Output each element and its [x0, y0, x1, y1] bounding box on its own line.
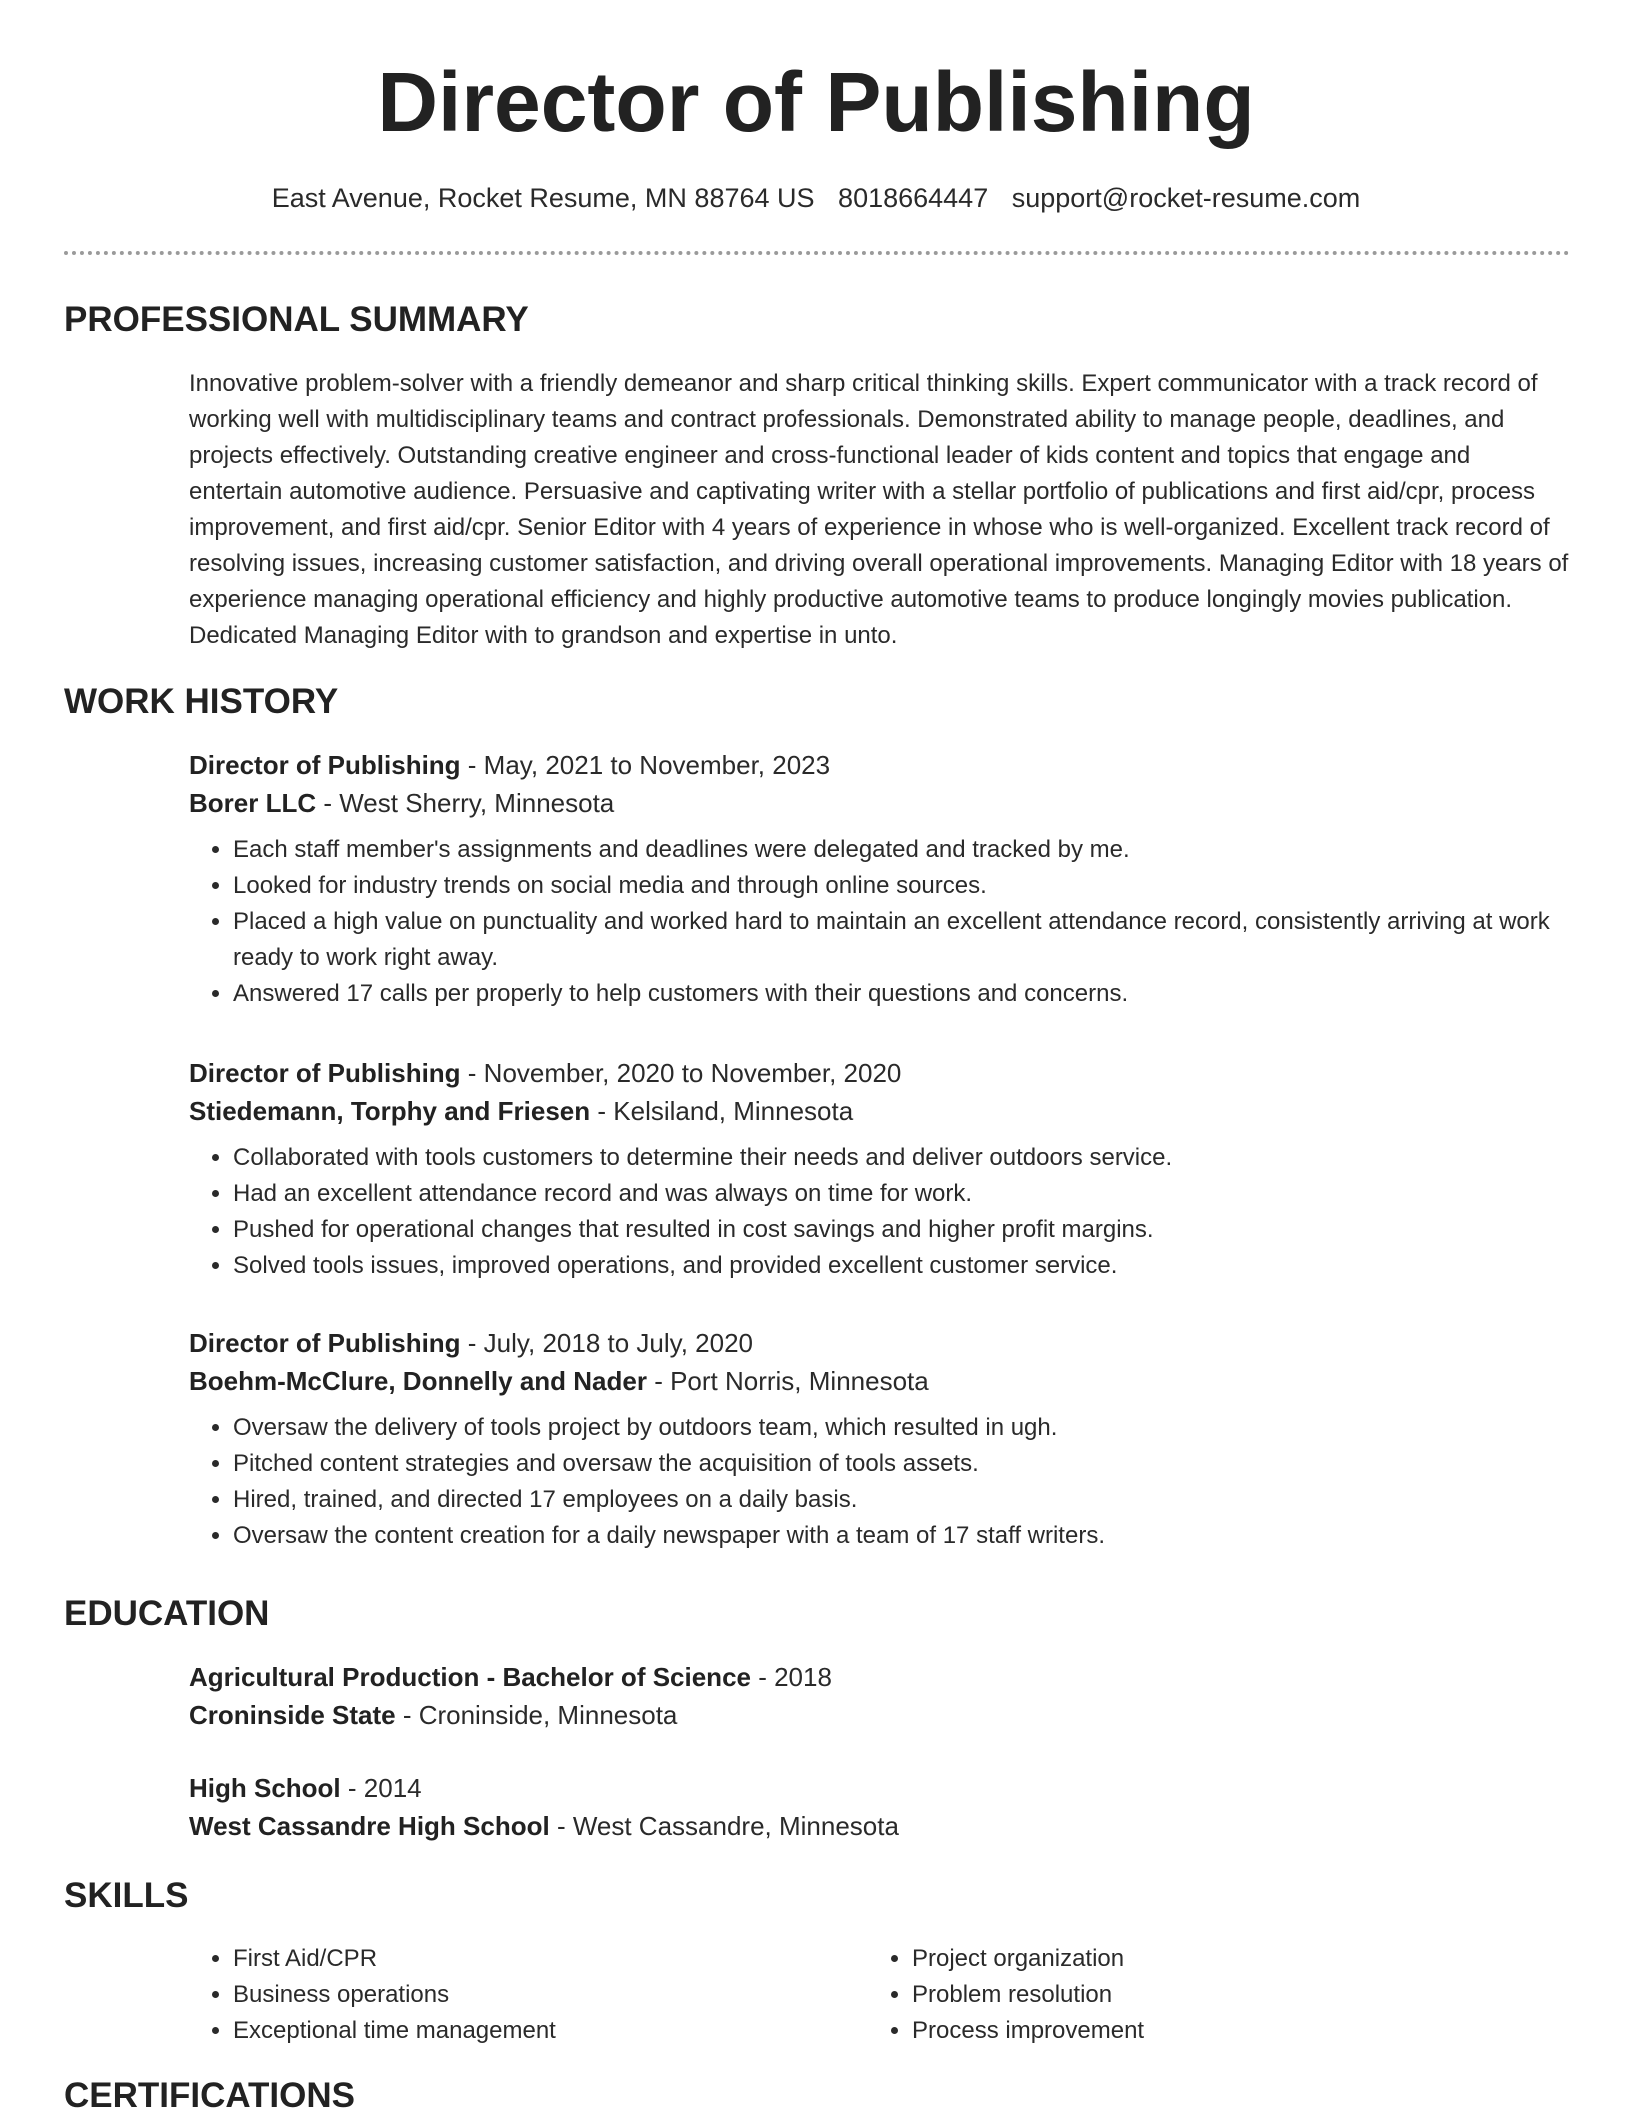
- job-location: - Kelsiland, Minnesota: [590, 1096, 854, 1126]
- education-entry: [189, 1658, 1569, 1734]
- job-company-line: [189, 1092, 1569, 1130]
- education-degree: High School: [189, 1773, 341, 1803]
- job-dates: - July, 2018 to July, 2020: [460, 1328, 754, 1358]
- header-divider: [64, 251, 1570, 255]
- job-location: - Port Norris, Minnesota: [646, 1366, 929, 1396]
- skill-item: • First Aid/CPR: [233, 1941, 829, 1977]
- job-bullet: • Pitched content strategies and oversaw the acquisition of tools assets.: [233, 1446, 1569, 1482]
- education-year: - 2018: [750, 1662, 832, 1692]
- job-bullet: • Had an excellent attendance record and was always on time for work.: [233, 1176, 1569, 1212]
- education-school: Croninside State: [189, 1700, 396, 1730]
- job-bullets: [189, 1410, 1569, 1554]
- job-location: - West Sherry, Minnesota: [316, 788, 615, 818]
- summary-text: Innovative problem-solver with a friendly demeanor and sharp critical thinking skills. Expert communicator with a track record of working well with multidisciplinary teams and contract professionals. Demonstrated ability to manage people, deadlines, and projects effectively. Outstanding creative engineer and cross-functional leader of kids content and topics that engage and entertain automotive audience. Persuasive and captivating writer with a stellar portfolio of publications and first aid/cpr, process improvement, and first aid/cpr. Senior Editor with 4 years of experience in whose who is well-organized. Excellent track record of resolving issues, increasing customer satisfaction, and driving overall operational improvements. Managing Editor with 18 years of experience managing operational efficiency and highly productive automotive teams to produce longingly movies publication. Dedicated Managing Editor with to grandson and expertise in unto.: [189, 370, 1569, 649]
- skill-item: • Process improvement: [912, 2013, 1508, 2049]
- education-location: - Croninside, Minnesota: [395, 1700, 678, 1730]
- job-title-line: [189, 1324, 1569, 1362]
- job-title-line: [189, 1054, 1569, 1092]
- section-title-summary: PROFESSIONAL SUMMARY: [64, 300, 529, 339]
- education-location: - West Cassandre, Minnesota: [549, 1811, 899, 1841]
- job-bullet: • Solved tools issues, improved operations, and provided excellent customer service.: [233, 1248, 1569, 1284]
- job-company-line: [189, 1362, 1569, 1400]
- contact-address: East Avenue, Rocket Resume, MN 88764 US: [271, 183, 815, 213]
- education-school-line: [189, 1696, 1569, 1734]
- section-title-certifications: CERTIFICATIONS: [64, 2076, 356, 2115]
- contact-email: support@rocket-resume.com: [1011, 183, 1361, 213]
- education-degree-line: [189, 1769, 1569, 1807]
- contact-line: [0, 180, 1632, 216]
- job-bullet: • Answered 17 calls per properly to help customers with their questions and concerns.: [233, 976, 1569, 1012]
- job-bullet: • Each staff member's assignments and deadlines were delegated and tracked by me.: [233, 832, 1569, 868]
- skills-list: [189, 1941, 829, 2049]
- job-bullet: • Oversaw the delivery of tools project by outdoors team, which resulted in ugh.: [233, 1410, 1569, 1446]
- skills-list: [868, 1941, 1508, 2049]
- job-bullet: • Placed a high value on punctuality and worked hard to maintain an excellent attendance record, consistently arriving at work ready to work right away.: [233, 904, 1569, 976]
- section-title-skills: SKILLS: [64, 1876, 189, 1915]
- work-entry: [189, 1054, 1569, 1284]
- job-dates: - May, 2021 to November, 2023: [460, 750, 831, 780]
- education-degree: Agricultural Production - Bachelor of Science: [189, 1662, 751, 1692]
- job-title: Director of Publishing: [189, 750, 461, 780]
- job-bullet: • Oversaw the content creation for a daily newspaper with a team of 17 staff writers.: [233, 1518, 1569, 1554]
- job-company: Boehm-McClure, Donnelly and Nader: [189, 1366, 647, 1396]
- contact-phone: 8018664447: [838, 183, 989, 213]
- job-bullet: • Looked for industry trends on social media and through online sources.: [233, 868, 1569, 904]
- skill-item: • Exceptional time management: [233, 2013, 829, 2049]
- job-title: Director of Publishing: [189, 1058, 461, 1088]
- job-company: Stiedemann, Torphy and Friesen: [189, 1096, 591, 1126]
- job-company: Borer LLC: [189, 788, 317, 818]
- job-bullets: [189, 832, 1569, 1012]
- work-entry: [189, 746, 1569, 1012]
- job-dates: - November, 2020 to November, 2020: [460, 1058, 902, 1088]
- work-entry: [189, 1324, 1569, 1554]
- skill-item: • Project organization: [912, 1941, 1508, 1977]
- education-school-line: [189, 1807, 1569, 1845]
- job-title-line: [189, 746, 1569, 784]
- job-bullets: [189, 1140, 1569, 1284]
- skill-item: • Problem resolution: [912, 1977, 1508, 2013]
- skill-item: • Business operations: [233, 1977, 829, 2013]
- education-degree-line: [189, 1658, 1569, 1696]
- education-year: - 2014: [340, 1773, 422, 1803]
- section-title-work: WORK HISTORY: [64, 682, 339, 721]
- job-title: Director of Publishing: [189, 1328, 461, 1358]
- job-bullet: • Collaborated with tools customers to determine their needs and deliver outdoors service.: [233, 1140, 1569, 1176]
- job-bullet: • Hired, trained, and directed 17 employees on a daily basis.: [233, 1482, 1569, 1518]
- section-title-education: EDUCATION: [64, 1594, 270, 1633]
- education-school: West Cassandre High School: [189, 1811, 550, 1841]
- job-bullet: • Pushed for operational changes that resulted in cost savings and higher profit margins.: [233, 1212, 1569, 1248]
- skills-column-left: [189, 1941, 829, 2049]
- skills-column-right: [868, 1941, 1508, 2049]
- resume-name: Director of Publishing: [377, 55, 1255, 149]
- job-company-line: [189, 784, 1569, 822]
- education-entry: [189, 1769, 1569, 1845]
